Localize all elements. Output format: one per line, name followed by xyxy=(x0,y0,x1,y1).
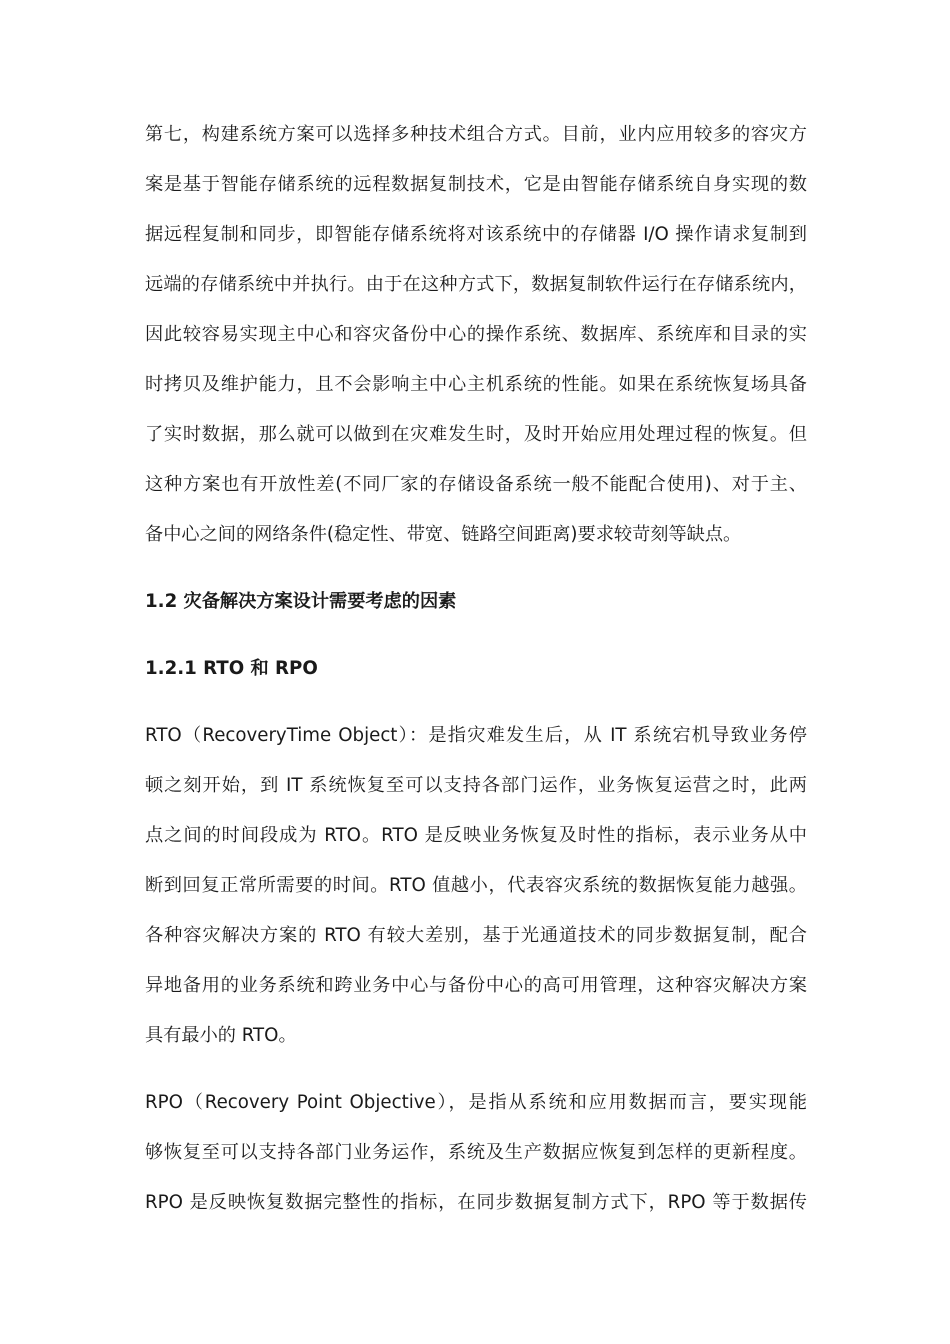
text-line: 各种容灾解决方案的 RTO 有较大差别，基于光通道技术的同步数据复制，配合 xyxy=(145,925,807,946)
text-line: 第七，构建系统方案可以选择多种技术组合方式。目前，业内应用较多的容灾方 xyxy=(145,124,807,145)
text-line: 时拷贝及维护能力，且不会影响主中心主机系统的性能。如果在系统恢复场具备 xyxy=(145,374,807,395)
text-line: 备中心之间的网络条件(稳定性、带宽、链路空间距离)要求较苛刻等缺点。 xyxy=(145,524,742,545)
text-line: 具有最小的 RTO。 xyxy=(145,1025,297,1046)
text-line: 案是基于智能存储系统的远程数据复制技术，它是由智能存储系统自身实现的数 xyxy=(145,174,807,195)
text-line: RTO（RecoveryTime Object）：是指灾难发生后，从 IT 系统宕机导致业务停 xyxy=(145,725,807,746)
text-line: 这种方案也有开放性差(不同厂家的存储设备系统一般不能配合使用)、对于主、 xyxy=(145,474,807,495)
text-line: 断到回复正常所需要的时间。RTO 值越小，代表容灾系统的数据恢复能力越强。 xyxy=(145,875,807,896)
paragraph-rto xyxy=(145,711,807,1061)
paragraph-storage-replication xyxy=(145,110,807,560)
paragraph-rpo xyxy=(145,1078,807,1228)
text-line: RPO 是反映恢复数据完整性的指标，在同步数据复制方式下，RPO 等于数据传 xyxy=(145,1192,807,1213)
text-line: 远端的存储系统中并执行。由于在这种方式下，数据复制软件运行在存储系统内， xyxy=(145,274,807,295)
document-page xyxy=(145,110,807,1228)
section-heading-1-2: 1.2 灾备解决方案设计需要考虑的因素 xyxy=(145,591,457,612)
text-line: 因此较容易实现主中心和容灾备份中心的操作系统、数据库、系统库和目录的实 xyxy=(145,324,807,345)
text-line: 了实时数据，那么就可以做到在灾难发生时，及时开始应用处理过程的恢复。但 xyxy=(145,424,807,445)
text-line: 点之间的时间段成为 RTO。RTO 是反映业务恢复及时性的指标，表示业务从中 xyxy=(145,825,807,846)
text-line: 够恢复至可以支持各部门业务运作，系统及生产数据应恢复到怎样的更新程度。 xyxy=(145,1142,807,1163)
text-line: 据远程复制和同步，即智能存储系统将对该系统中的存储器 I/O 操作请求复制到 xyxy=(145,224,807,245)
section-heading-1-2-1: 1.2.1 RTO 和 RPO xyxy=(145,658,318,679)
text-line: 异地备用的业务系统和跨业务中心与备份中心的高可用管理，这种容灾解决方案 xyxy=(145,975,807,996)
text-line: RPO（Recovery Point Objective），是指从系统和应用数据而言，要实现能 xyxy=(145,1092,807,1113)
text-line: 顿之刻开始，到 IT 系统恢复至可以支持各部门运作，业务恢复运营之时，此两 xyxy=(145,775,807,796)
